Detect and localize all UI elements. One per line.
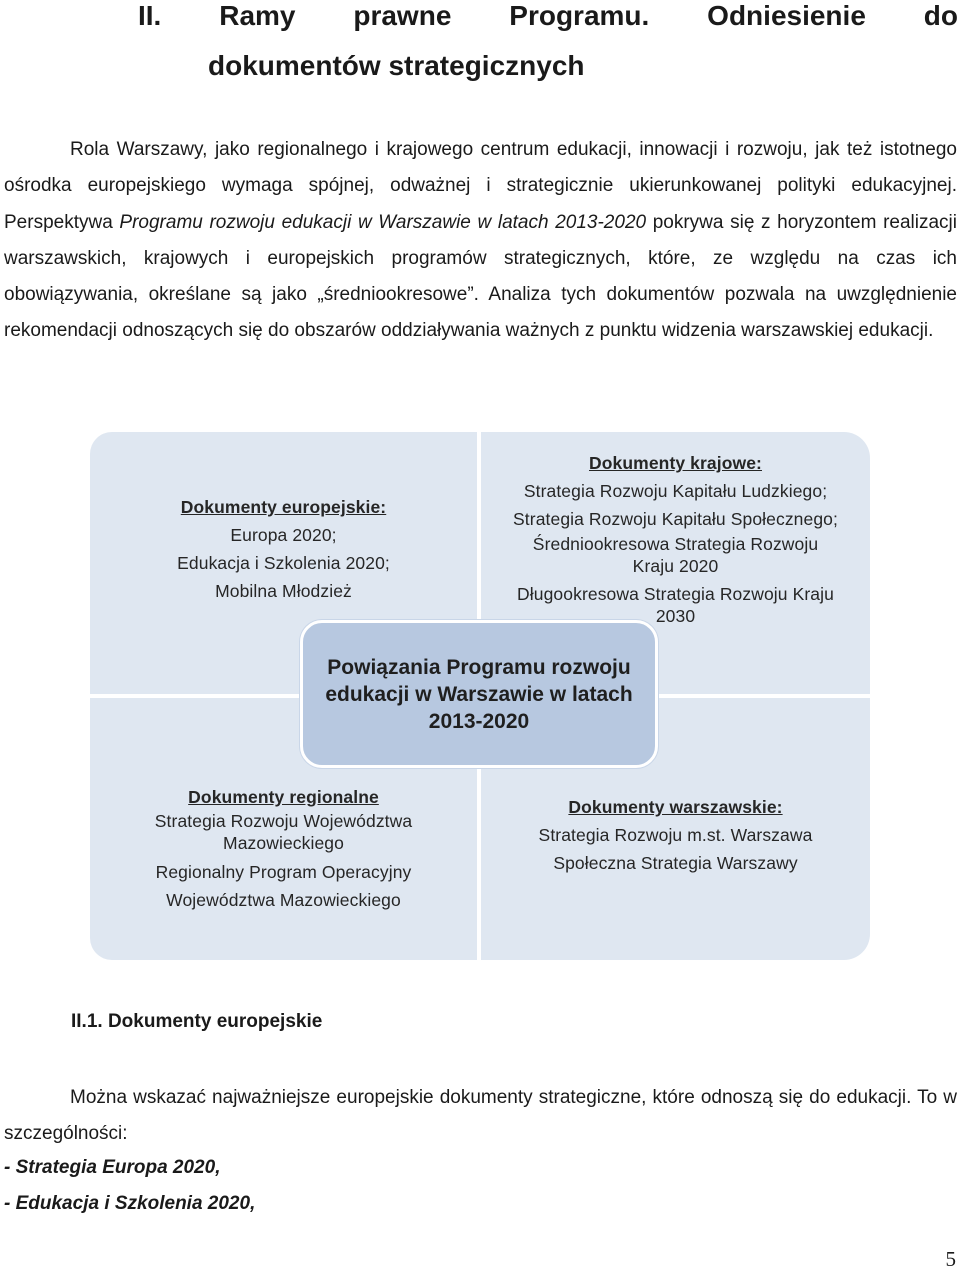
intro-text: Rola Warszawy, jako regionalnego i krajowego centrum edukacji, innowacji i rozwoju, jak też istotnego ośrodka europejskiego wymaga spójnej, odważnej i strategicznie ukierunkowanej polityki edukacyjnej. Perspektywa (4, 139, 957, 233)
relations-diagram (90, 432, 870, 960)
box-title: Dokumenty warszawskie: (568, 797, 783, 817)
box-item: Strategia Rozwoju Województwa (154, 811, 413, 831)
box-item: Mazowieckiego (223, 833, 344, 853)
box-item: Strategia Rozwoju Kapitału Społecznego; (513, 509, 838, 529)
box-item: Edukacja i Szkolenia 2020; (177, 553, 390, 573)
box-item: Województwa Mazowieckiego (166, 890, 401, 910)
box-title: Dokumenty regionalne (188, 787, 379, 807)
list-item: - Strategia Europa 2020, (4, 1157, 221, 1178)
section-text: Można wskazać najważniejsze europejskie dokumenty strategiczne, które odnoszą się do edukacji. To w szczególności: (4, 1087, 957, 1145)
box-item: 2030 (655, 606, 696, 626)
section-paragraph (4, 1080, 957, 1153)
heading-word: do (923, 0, 958, 31)
box-item: Strategia Rozwoju Kapitału Ludzkiego; (523, 481, 828, 501)
box-title: Dokumenty krajowe: (589, 453, 762, 473)
heading-word: prawne (353, 0, 452, 31)
box-item: Strategia Rozwoju m.st. Warszawa (538, 825, 813, 845)
box-item: Średniookresowa Strategia Rozwoju (532, 534, 819, 554)
box-item: Społeczna Strategia Warszawy (553, 853, 798, 873)
central-program-box: Powiązania Programu rozwoju edukacji w Warszawie w latach 2013-2020 (300, 620, 658, 768)
heading-word: Odniesienie (707, 0, 866, 31)
heading-word: Ramy (219, 0, 296, 31)
chapter-heading-line2: dokumentów strategicznych (208, 50, 585, 81)
box-item: Długookresowa Strategia Rozwoju Kraju (517, 584, 834, 604)
section-title: II.1. Dokumenty europejskie (71, 1011, 323, 1032)
program-title: Programu rozwoju edukacji w Warszawie w latach 2013-2020 (119, 211, 647, 233)
box-title: Dokumenty europejskie: (180, 497, 387, 517)
chapter-heading (138, 0, 958, 32)
box-item: Regionalny Program Operacyjny (155, 862, 412, 882)
intro-text-continued: pokrywa się z horyzontem realizacji warszawskich, krajowych i europejskich programów strategicznych, które, ze względu na czas ich obowiązywania, określane są jako „średniookresowe”. Analiza tych dokumentów pozwala na uwzględnienie rekomendacji odnoszących się do obszarów oddziaływania ważnych z punktu widzenia warszawskiej edukacji. (4, 211, 957, 342)
heading-word: Programu. (509, 0, 650, 31)
intro-paragraph (4, 132, 957, 350)
box-item: Kraju 2020 (632, 556, 719, 576)
box-item: Mobilna Młodzież (215, 581, 352, 601)
heading-word: II. (138, 0, 162, 31)
page-number: 5 (945, 1247, 956, 1271)
list-item: - Edukacja i Szkolenia 2020, (4, 1193, 256, 1214)
box-item: Europa 2020; (230, 525, 337, 545)
